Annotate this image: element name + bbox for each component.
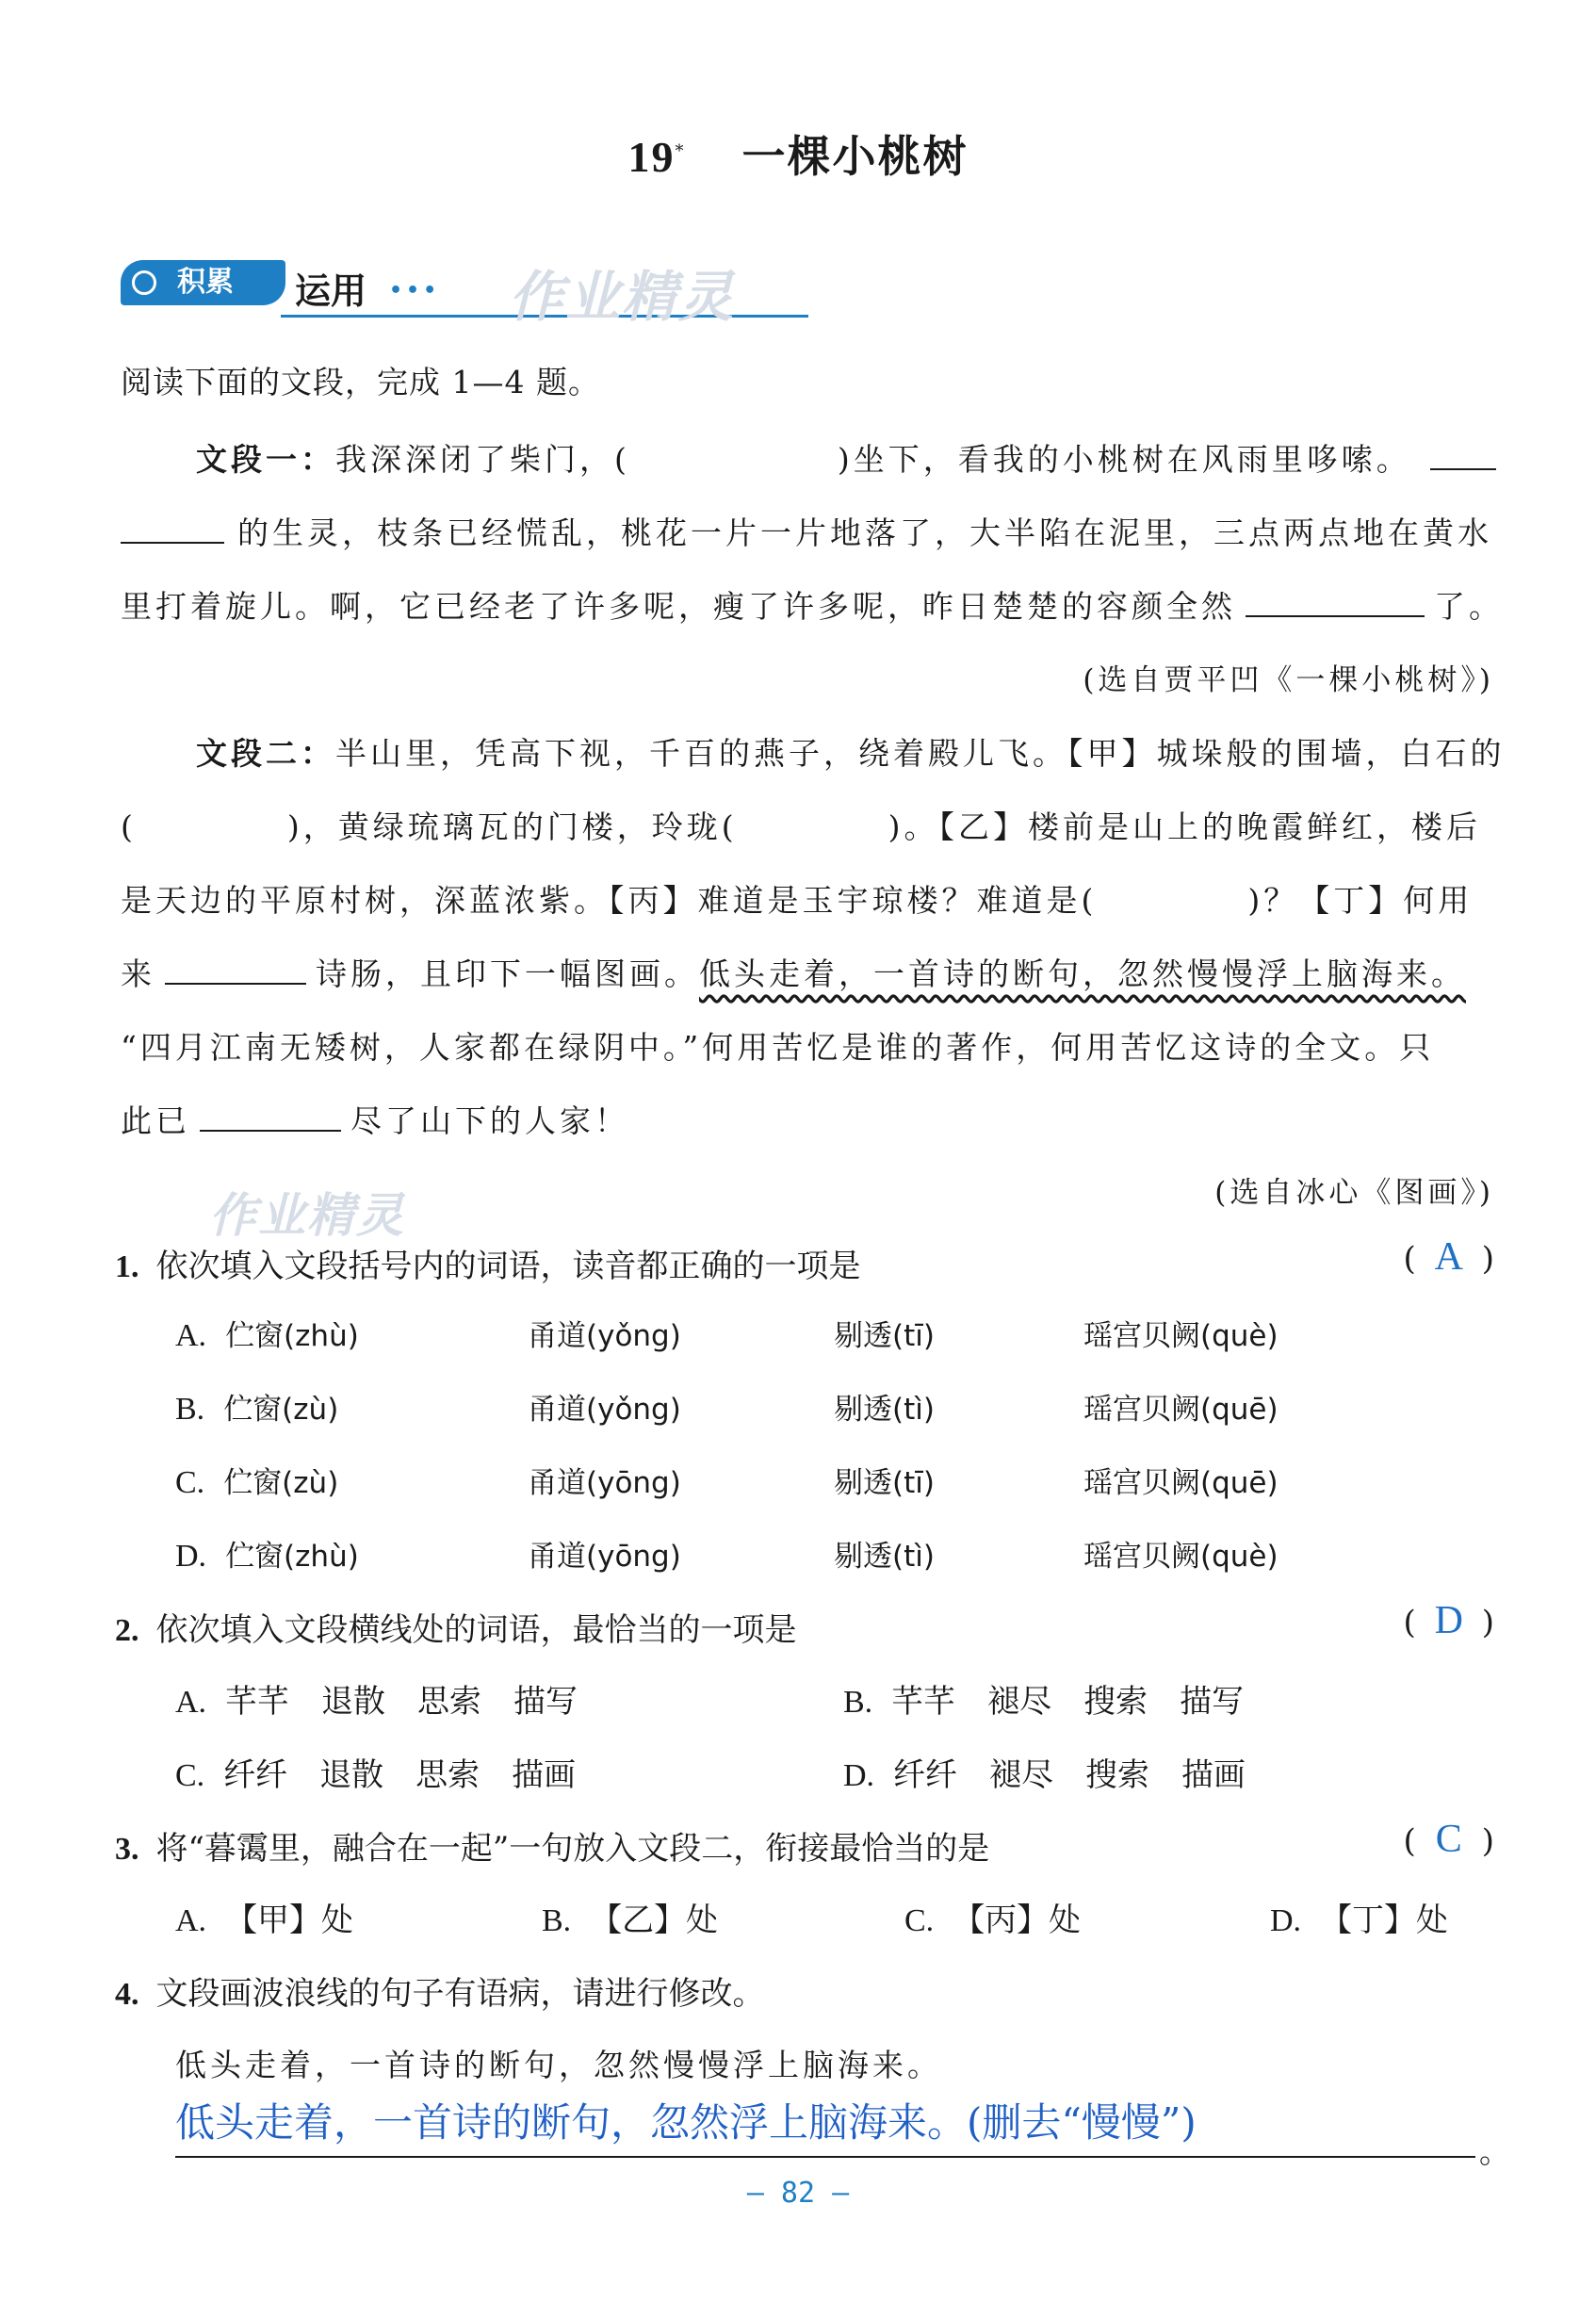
q1-option-c-word3: 剔透(tī) bbox=[834, 1466, 935, 1500]
answer-line bbox=[175, 2156, 1475, 2158]
section-dots: ••• bbox=[389, 279, 441, 302]
q1-option-a-word4: 瑶宫贝阙(què) bbox=[1083, 1319, 1278, 1353]
blank[interactable] bbox=[165, 953, 306, 985]
watermark: 作业精灵 bbox=[209, 1188, 405, 1243]
lesson-title bbox=[0, 122, 1596, 185]
passage1-label: 文段一： bbox=[196, 441, 335, 478]
q1-option-c-word2: 甬道(yōng) bbox=[528, 1466, 681, 1500]
passage1-line1: 文段一：我深深闭了柴门，( )坐下，看我的小桃树在风雨里哆嗦。 bbox=[196, 435, 1496, 480]
q2-option-d: D. 纤纤 褪尽 搜索 描画 bbox=[843, 1756, 1246, 1794]
q1-option-c-word4: 瑶宫贝阙(quē) bbox=[1083, 1466, 1278, 1500]
q1-option-d-word4: 瑶宫贝阙(què) bbox=[1083, 1540, 1278, 1574]
question-2: 2. 依次填入文段横线处的词语，最恰当的一项是 bbox=[115, 1611, 797, 1649]
q2-option-a: A. 芊芊 退散 思索 描写 bbox=[175, 1683, 578, 1721]
q3-option-a: A. 【甲】处 bbox=[175, 1902, 354, 1939]
q4-end: 。 bbox=[1479, 2133, 1514, 2170]
lesson-title-text: 一棵小桃树 bbox=[741, 131, 969, 182]
q1-option-a: A. 伫窗(zhù) bbox=[175, 1318, 359, 1353]
passage1-line2: 的生灵，枝条已经慌乱，桃花一片一片地落了，大半陷在泥里，三点两点地在黄水 bbox=[121, 509, 1492, 553]
question-3: 3. 将“暮霭里，融合在一起”一句放入文段二，衔接最恰当的是 bbox=[115, 1830, 990, 1868]
q4-sentence: 低头走着，一首诗的断句，忽然慢慢浮上脑海来。 bbox=[175, 2047, 942, 2083]
passage1-line3: 里打着旋儿。啊，它已经老了许多呢，瘦了许多呢，昨日楚楚的容颜全然 了。 bbox=[121, 582, 1504, 627]
q1-option-b-word2: 甬道(yǒng) bbox=[528, 1393, 681, 1427]
q1-option-b-word4: 瑶宫贝阙(quē) bbox=[1083, 1393, 1278, 1427]
section-word: 运用 bbox=[295, 270, 367, 312]
q1-option-b-word3: 剔透(tì) bbox=[834, 1393, 935, 1427]
q1-option-a-word3: 剔透(tī) bbox=[834, 1319, 935, 1353]
passage2-line6: 此已 尽了山下的人家！ bbox=[121, 1097, 629, 1141]
q3-option-d: D. 【丁】处 bbox=[1270, 1902, 1449, 1939]
passage1-source: (选自贾平凹《一棵小桃树》) bbox=[1083, 663, 1494, 697]
q2-option-c: C. 纤纤 退散 思索 描画 bbox=[175, 1756, 577, 1794]
passage2-source: (选自冰心《图画》) bbox=[1214, 1176, 1494, 1210]
wavy-sentence: 低头走着，一首诗的断句，忽然慢慢浮上脑海来。 bbox=[699, 955, 1466, 992]
q1-option-b: B. 伫窗(zù) bbox=[175, 1392, 339, 1427]
answer-1: ( A ) bbox=[1403, 1235, 1494, 1279]
q3-option-c: C. 【丙】处 bbox=[904, 1902, 1082, 1939]
watermark: 作业精灵 bbox=[509, 265, 736, 329]
q1-option-d-word3: 剔透(tì) bbox=[834, 1540, 935, 1574]
q2-option-b: B. 芊芊 褪尽 搜索 描写 bbox=[843, 1683, 1245, 1721]
passage2-label: 文段二： bbox=[196, 735, 335, 772]
q4-answer[interactable]: 低头走着，一首诗的断句，忽然浮上脑海来。(删去“慢慢”) bbox=[175, 2099, 1197, 2146]
blank[interactable] bbox=[1430, 438, 1496, 470]
passage2-line2: ( )，黄绿琉璃瓦的门楼，玲珑( )。【乙】楼前是山上的晚霞鲜红，楼后 bbox=[121, 808, 1481, 845]
q1-option-d-word2: 甬道(yōng) bbox=[528, 1540, 681, 1574]
blank[interactable] bbox=[200, 1100, 341, 1132]
blank[interactable] bbox=[1246, 585, 1425, 617]
lesson-star: * bbox=[675, 140, 686, 161]
instruction: 阅读下面的文段，完成 1—4 题。 bbox=[121, 364, 600, 400]
question-4: 4. 文段画波浪线的句子有语病，请进行修改。 bbox=[115, 1975, 765, 2013]
page-number: — 82 — bbox=[746, 2177, 850, 2210]
answer-2: ( D ) bbox=[1403, 1599, 1494, 1642]
passage2-line1: 文段二：半山里，凭高下视，千百的燕子，绕着殿儿飞。【甲】城垛般的围墙，白石的 bbox=[196, 735, 1506, 772]
q1-option-d: D. 伫窗(zhù) bbox=[175, 1539, 359, 1574]
passage2-line5: “四月江南无矮树，人家都在绿阴中。”何用苦忆是谁的著作，何用苦忆这诗的全文。只 bbox=[121, 1029, 1435, 1066]
question-1: 1. 依次填入文段括号内的词语，读音都正确的一项是 bbox=[115, 1248, 861, 1285]
q1-option-c: C. 伫窗(zù) bbox=[175, 1465, 339, 1500]
passage2-line4: 来 诗肠，且印下一幅图画。低头走着，一首诗的断句，忽然慢慢浮上脑海来。 bbox=[121, 950, 1466, 994]
section-tag: 积累 bbox=[121, 260, 285, 305]
passage2-line3: 是天边的平原村树，深蓝浓紫。【丙】难道是玉宇琼楼？难道是( )？【丁】何用 bbox=[121, 882, 1474, 919]
answer-3: ( C ) bbox=[1403, 1818, 1494, 1861]
blank[interactable] bbox=[121, 512, 224, 544]
lesson-number: 19 bbox=[627, 133, 676, 181]
q3-option-b: B. 【乙】处 bbox=[542, 1902, 719, 1939]
q1-option-a-word2: 甬道(yǒng) bbox=[528, 1319, 681, 1353]
